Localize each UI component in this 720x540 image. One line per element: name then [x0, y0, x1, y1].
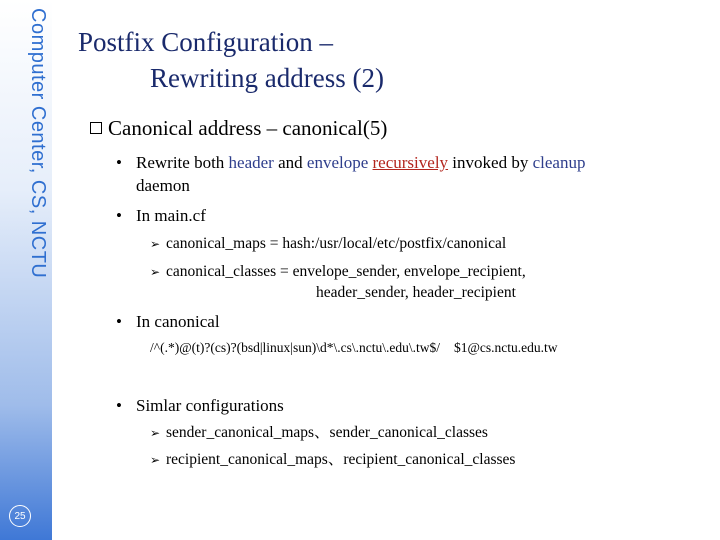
bullet-text: and — [273, 153, 307, 172]
arrow-bullet-icon: ➢ — [150, 426, 161, 440]
page-number: 25 — [9, 505, 31, 527]
sub-item-continuation: header_sender, header_recipient — [316, 284, 516, 301]
bullet-text: In canonical — [136, 312, 220, 331]
heading-bullet — [90, 116, 387, 141]
rule-pattern: /^(.*)@(t)?(cs)?(bsd|linux|sun)\d*\.cs\.nctu\.edu\.tw$/ — [150, 340, 440, 355]
sub-item — [150, 261, 526, 283]
bullet-rewrite — [116, 151, 585, 197]
bullet-dot-icon: • — [116, 206, 122, 225]
checkbox-bullet-icon — [90, 122, 102, 134]
sidebar — [0, 0, 52, 540]
bullet-text: Rewrite both — [136, 153, 229, 172]
sub-item-text: canonical_classes = envelope_sender, envelope_recipient, — [166, 263, 526, 280]
title-line-1: Postfix Configuration – — [78, 27, 333, 57]
arrow-bullet-icon: ➢ — [150, 453, 161, 467]
rule-replacement: $1@cs.nctu.edu.tw — [454, 340, 558, 355]
bullet-main-cf — [116, 204, 206, 227]
keyword-recursively: recursively — [372, 153, 449, 172]
keyword-header: header — [228, 153, 274, 172]
keyword-cleanup: cleanup — [532, 153, 586, 172]
bullet-dot-icon: • — [116, 153, 122, 172]
keyword-envelope: envelope — [306, 153, 369, 172]
sub-item-text: canonical_maps = hash:/usr/local/etc/postfix/canonical — [166, 235, 507, 252]
bullet-text: Simlar configurations — [136, 396, 284, 415]
bullet-dot-icon: • — [116, 396, 122, 415]
sub-item-text: recipient_canonical_maps、recipient_canonical_classes — [166, 451, 516, 468]
bullet-similar — [116, 394, 284, 417]
sub-item — [150, 422, 488, 444]
title-line-2: Rewriting address (2) — [150, 63, 384, 93]
sub-item — [150, 233, 506, 255]
slide-title — [78, 24, 384, 96]
bullet-in-canonical — [116, 310, 220, 333]
bullet-text: invoked by — [448, 153, 533, 172]
bullet-dot-icon: • — [116, 312, 122, 331]
arrow-bullet-icon: ➢ — [150, 237, 161, 251]
canonical-rule — [150, 340, 558, 356]
bullet-continuation: daemon — [136, 176, 190, 195]
arrow-bullet-icon: ➢ — [150, 265, 161, 279]
sub-item-text: sender_canonical_maps、sender_canonical_classes — [166, 424, 488, 441]
sidebar-label: Computer Center, CS, NCTU — [27, 8, 49, 279]
bullet-text: In main.cf — [136, 206, 206, 225]
sub-item — [150, 449, 515, 471]
heading-text: Canonical address – canonical(5) — [108, 116, 388, 140]
